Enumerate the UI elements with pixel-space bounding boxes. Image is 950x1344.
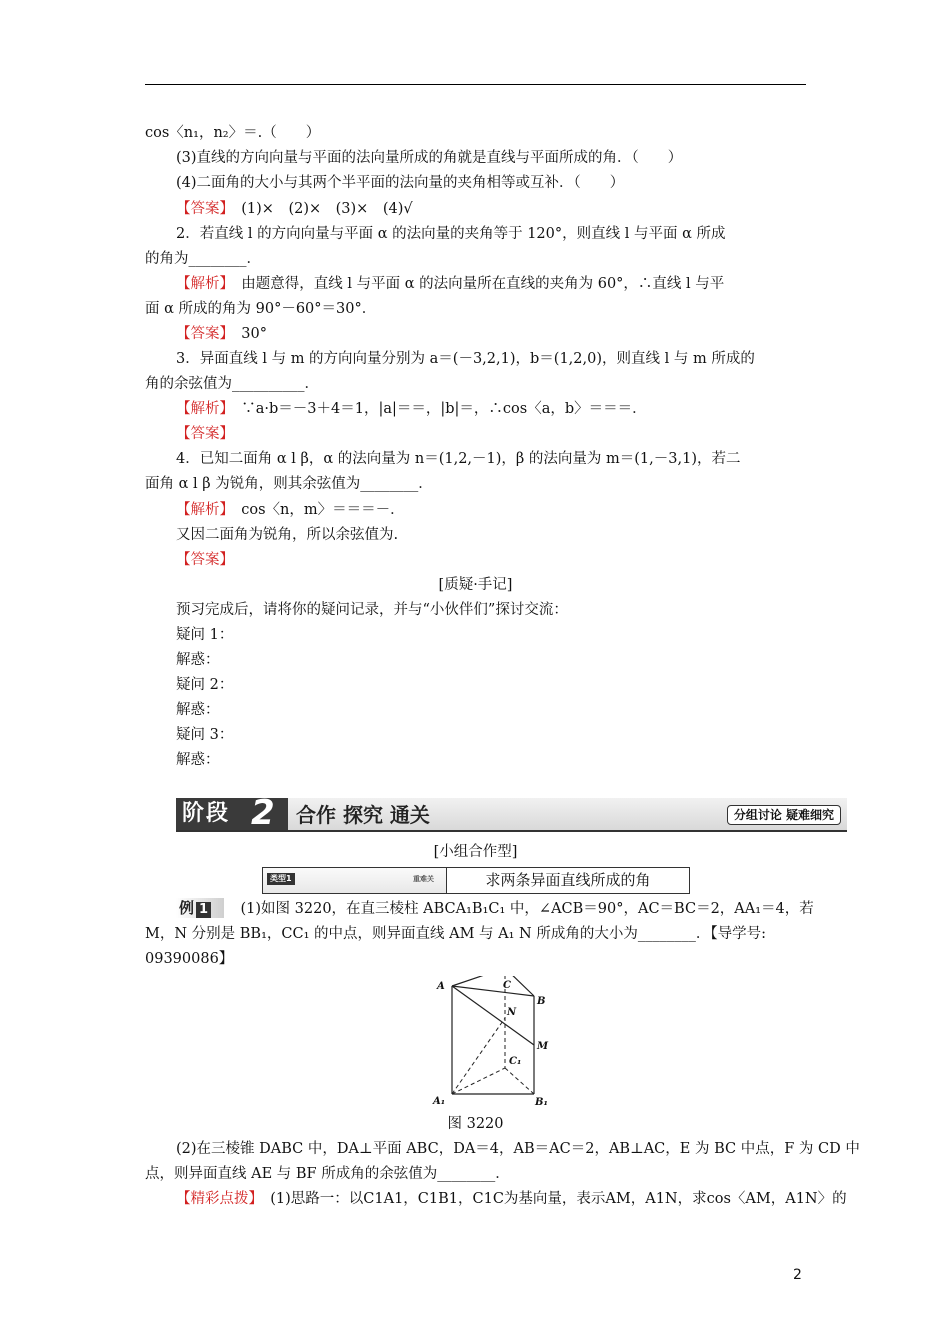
hint-text: (1)思路一：以C1A1，C1B1，C1C为基向量，表示AM，A1N，求cos〈AM，A1N〉的 [255,1191,847,1207]
example-line-3: 09390086】 [145,951,234,967]
label-C: C [503,980,511,991]
notes-question-1: 疑问 1： [176,627,234,643]
label-M: M [537,1041,549,1052]
label-B: B [537,996,546,1007]
q3-answer [176,424,234,444]
edge-C1B1 [505,1068,534,1094]
notes-title: [质疑·手记] [438,577,513,593]
example-number: 1 [196,902,211,918]
type-title: 求两条异面直线所成的角 [485,871,651,889]
example-badge [176,898,224,918]
q1-answer [176,199,413,219]
q3-line-2: 角的余弦值为__________． [145,376,319,392]
analysis-text: ∵a·b＝－3＋4＝1，|a|＝＝，|b|＝，∴cos〈a，b〉＝＝＝． [226,401,647,417]
q4-analysis-2: 又因二面角为锐角，所以余弦值为. [176,527,399,543]
banner-pill: 分组讨论 疑难细究 [727,805,841,825]
q2-line-2: 的角为________． [145,251,261,267]
example-line-2: M，N 分别是 BB₁，CC₁ 的中点，则异面直线 AM 与 A₁ N 所成角的大小为________．【导学号: [145,926,766,942]
answer-tag: 【答案】 [176,201,227,217]
q4-line-2: 面角 α l β 为锐角，则其余弦值为________． [145,476,433,492]
type-tag: 类型1 [267,873,295,885]
q3-line-1: 3．异面直线 l 与 m 的方向向量分别为 a＝(－3,2,1)，b＝(1,2,0)，则直线 l 与 m 所成的 [176,351,755,367]
page-number: 2 [793,1267,802,1283]
notes-question-2: 疑问 2： [176,677,234,693]
type-subtag: 重难关 [413,875,434,883]
answer-text: 30° [226,326,267,342]
example-label: 例 1 [179,898,211,918]
q2-analysis [176,274,724,294]
label-A: A [437,981,445,992]
q4-answer [176,550,234,570]
answer-tag: 【答案】 [176,326,227,342]
notes-answer-1: 解惑： [176,652,220,668]
q3-analysis [176,399,647,419]
banner-title: 合作 探究 通关 [296,803,430,827]
q2-answer [176,324,267,344]
label-C1: C₁ [509,1056,522,1067]
label-B1: B₁ [535,1097,548,1108]
segment-A1N [452,1018,505,1094]
notes-answer-3: 解惑： [176,752,220,768]
group-type-title: [小组合作型] [433,844,518,860]
q1-item-4: (4)二面角的大小与其两个半平面的法向量的夹角相等或互补．（ ） [176,175,625,191]
analysis-tag: 【解析】 [176,276,227,292]
hint-line [176,1189,847,1209]
q1-item-3: (3)直线的方向向量与平面的法向量所成的角就是直线与平面所成的角．（ ） [176,150,683,166]
stage-banner [176,793,847,833]
example-part2-line-2: 点，则异面直线 AE 与 BF 所成角的余弦值为________． [145,1166,510,1182]
analysis-tag: 【解析】 [176,502,227,518]
answer-tag: 【答案】 [176,426,234,442]
q4-analysis [176,500,405,520]
q2-analysis-2: 面 α 所成的角为 90°－60°＝30°． [145,301,377,317]
header-rule [145,84,806,85]
stage-number: 2 [251,793,275,833]
notes-answer-2: 解惑： [176,702,220,718]
notes-question-3: 疑问 3： [176,727,234,743]
example-line-1: (1)如图 3220，在直三棱柱 ABCA₁B₁C₁ 中，∠ACB＝90°，AC＝BC＝2，AA₁＝4，若 [226,901,814,917]
q2-line-1: 2．若直线 l 的方向向量与平面 α 的法向量的夹角等于 120°，则直线 l 与平面 α 所成 [176,226,726,242]
edge-A1C1 [452,1068,505,1094]
notes-intro: 预习完成后，请将你的疑问记录，并与“小伙伴们”探讨交流： [176,602,568,618]
label-N: N [507,1007,517,1018]
analysis-text: 由题意得，直线 l 与平面 α 的法向量所在直线的夹角为 60°，∴直线 l 与平 [226,276,725,292]
prism-figure [425,976,560,1108]
type-box-tag-area [263,868,447,893]
hint-tag: 【精彩点拨】 [176,1191,256,1207]
figure-caption: 图 3220 [447,1116,504,1132]
label-A1: A₁ [433,1096,446,1107]
answer-tag: 【答案】 [176,552,234,568]
q4-line-1: 4．已知二面角 α l β，α 的法向量为 n＝(1,2,－1)，β 的法向量为 m＝(1,－3,1)，若二 [176,451,741,467]
edge-AC [452,976,505,986]
analysis-text: cos〈n，m〉＝＝＝－． [226,502,405,518]
answer-text: (1)× (2)× (3)× (4)√ [226,201,413,217]
type-box [262,867,690,894]
q1-tail: cos〈n₁，n₂〉＝.（ ） [145,125,321,141]
stage-label: 阶段 [176,798,288,830]
analysis-tag: 【解析】 [176,401,227,417]
example-part2-line-1: (2)在三棱锥 DABC 中，DA⊥平面 ABC，DA＝4，AB＝AC＝2，AB⊥AC，E 为 BC 中点，F 为 CD 中 [176,1141,860,1157]
